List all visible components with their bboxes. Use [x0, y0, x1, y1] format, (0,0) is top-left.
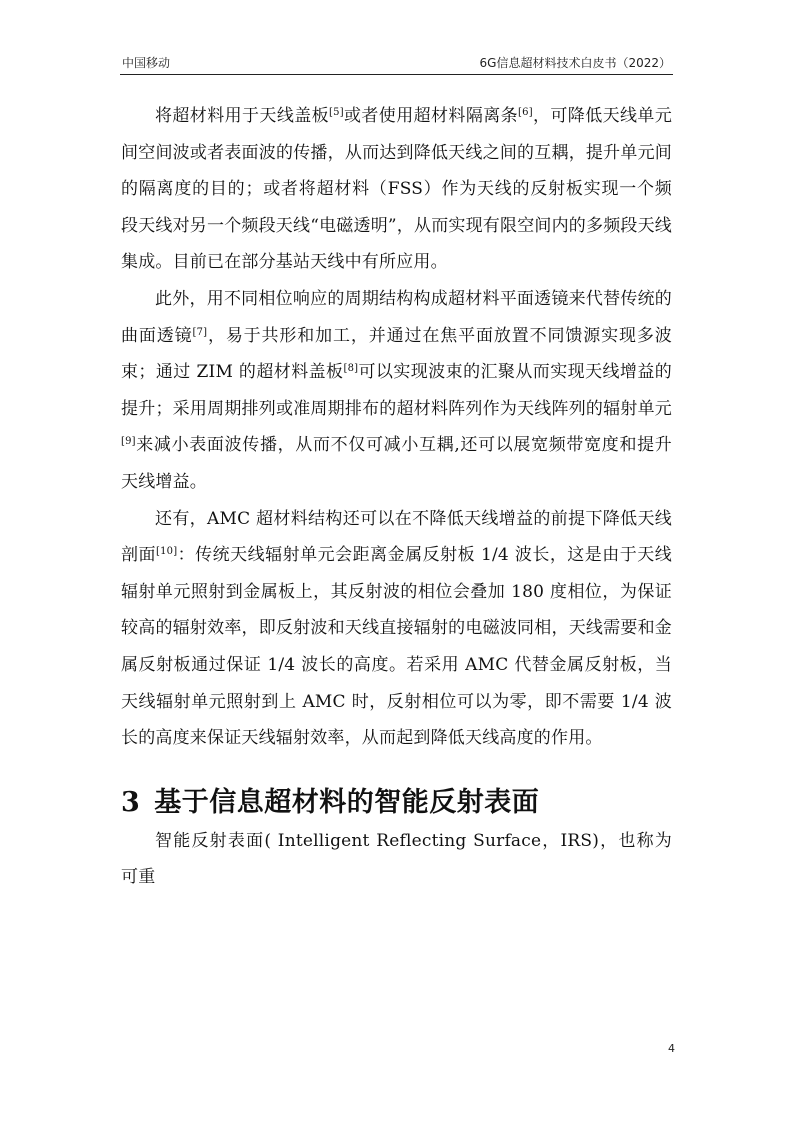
- citation-10: [10]: [156, 546, 178, 558]
- citation-6: [6]: [518, 107, 533, 118]
- page-number: 4: [668, 1042, 675, 1055]
- paragraph-1-text-a: 将超材料用于天线盖板: [155, 106, 330, 126]
- section-title: 基于信息超材料的智能反射表面: [154, 786, 540, 818]
- citation-8: [8]: [343, 363, 359, 375]
- paragraph-1: [121, 98, 672, 281]
- paragraph-3-text-b: ：传统天线辐射单元会距离金属反射板 1/4 波长，这是由于天线辐射单元照射到金属板上，其反射波的相位会叠加 180 度相位，为保证较高的辐射效率，即反射波和天线直接辐射的电磁波同相，天线需要和金属反射板通过保证 1/4 波长的高度。若采用 AMC 代替金属反射板，当天线辐射单元照射到上 AMC 时，反射相位可以为零，即不需要 1/4 波长的高度来保证天线辐射效率，从而起到降低天线高度的作用。: [121, 545, 672, 749]
- paragraph-3: [121, 501, 672, 757]
- paragraph-2: [121, 281, 672, 501]
- paragraph-4: 智能反射表面( Intelligent Reflecting Surface，IRS)，也称为可重: [121, 830, 672, 888]
- citation-7: [7]: [192, 326, 208, 338]
- section-number: 3: [121, 786, 141, 818]
- paragraph-1-text-b: 或者使用超材料隔离条: [343, 106, 519, 126]
- citation-5: [5]: [329, 107, 344, 118]
- citation-9: [9]: [121, 436, 136, 448]
- page-content: [121, 98, 672, 896]
- paragraph-2-text-c: 可以实现波束的汇聚从而实现天线增益的提升；采用周期排列或准周期排布的超材料阵列作为天线阵列的辐射单元: [121, 362, 672, 419]
- paragraph-2-text-a: 此外，用不同相位响应的周期结构构成超材料平面透镜来代替传统的曲面透镜: [121, 288, 672, 346]
- section-heading: [121, 783, 672, 823]
- paragraph-2-text-b: ，易于共形和加工，并通过在焦平面放置不同馈源实现多波束；通过 ZIM 的超材料盖板: [121, 325, 672, 383]
- header-organization: 中国移动: [122, 56, 171, 70]
- paragraph-1-text-c: ，可降低天线单元间空间波或者表面波的传播，从而达到降低天线之间的互耦，提升单元间的隔离度的目的；或者将超材料（FSS）作为天线的反射板实现一个频段天线对另一个频段天线“电磁透明”，从而实现有限空间内的多频段天线集成。目前已在部分基站天线中有所应用。: [121, 106, 673, 273]
- paragraph-3-text-a: 还有，AMC 超材料结构还可以在不降低天线增益的前提下降低天线剖面: [121, 508, 672, 566]
- header-document-title: 6G信息超材料技术白皮书（2022）: [479, 56, 671, 70]
- paragraph-2-text-d: 来减小表面波传播，从而不仅可减小互耦,还可以展宽频带宽度和提升天线增益。: [121, 435, 672, 492]
- page-header: [120, 52, 673, 75]
